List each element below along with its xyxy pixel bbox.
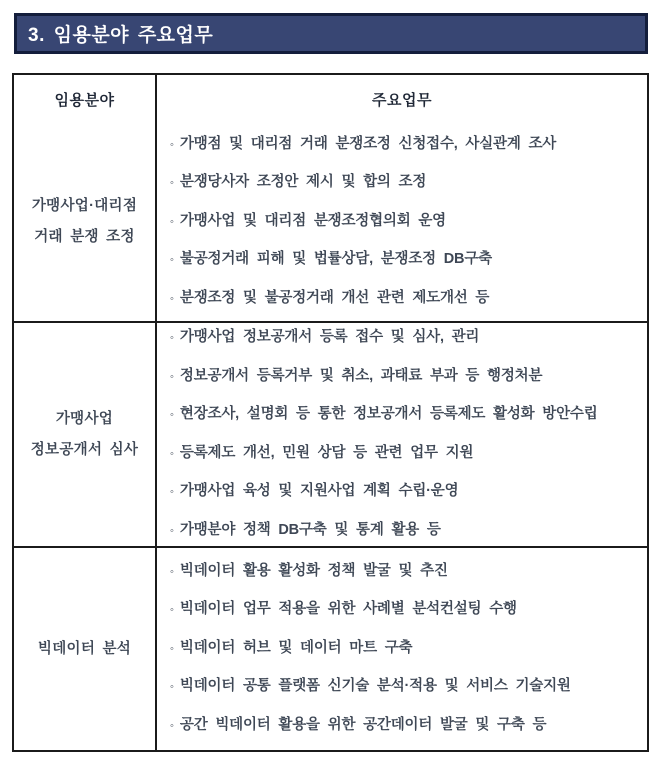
bullet-icon: ◦ xyxy=(170,565,174,578)
table-row xyxy=(14,321,647,546)
duty-item xyxy=(170,396,641,435)
duty-text: 빅데이터 공통 플랫폼 신기술 분석·적용 및 서비스 기술지원 xyxy=(179,678,571,695)
duty-item xyxy=(170,435,641,474)
column-header-field: 임용분야 xyxy=(54,91,115,109)
duty-text: 가맹사업 및 대리점 분쟁조정협의회 운영 xyxy=(179,212,446,229)
duty-text: 빅데이터 업무 적용을 위한 사례별 분석컨설팅 수행 xyxy=(179,601,517,618)
duty-item xyxy=(170,591,641,630)
duty-item xyxy=(170,630,641,669)
field-label-line: 가맹사업·대리점 xyxy=(31,198,138,214)
duty-item xyxy=(170,126,641,165)
duties-cell xyxy=(157,548,647,750)
bullet-icon: ◦ xyxy=(170,486,174,498)
duties-cell xyxy=(157,123,647,321)
duty-item xyxy=(170,280,641,319)
bullet-icon: ◦ xyxy=(170,642,174,655)
column-header-duties: 주요업무 xyxy=(372,91,432,109)
section-title-bar xyxy=(14,13,648,54)
field-cell xyxy=(14,123,157,321)
bullet-icon: ◦ xyxy=(170,681,174,694)
field-label-line: 빅데이터 분석 xyxy=(37,640,132,657)
duty-item xyxy=(170,164,641,203)
duty-text: 가맹사업 육성 및 지원사업 계획 수립·운영 xyxy=(179,483,459,499)
duty-item xyxy=(170,203,641,242)
duty-text: 공간 빅데이터 활용을 위한 공간데이터 발굴 및 구축 등 xyxy=(179,716,547,733)
duty-item xyxy=(170,707,641,746)
duty-text: 가맹점 및 대리점 거래 분쟁조정 신청접수, 사실관계 조사 xyxy=(179,135,557,152)
duty-item xyxy=(170,319,641,358)
duty-text: 빅데이터 활용 활성화 정책 발굴 및 추진 xyxy=(179,562,448,579)
duty-item xyxy=(170,473,641,512)
table-header-row xyxy=(14,75,647,123)
duty-text: 분쟁조정 및 불공정거래 개선 관련 제도개선 등 xyxy=(179,289,490,306)
duty-item xyxy=(170,358,641,397)
bullet-icon: ◦ xyxy=(170,138,174,151)
duty-text: 정보공개서 등록거부 및 취소, 과태료 부과 등 행정처분 xyxy=(179,367,543,384)
duties-cell xyxy=(157,323,647,546)
bullet-icon: ◦ xyxy=(170,292,174,305)
field-cell xyxy=(14,548,157,750)
duties-table xyxy=(12,73,649,752)
duty-item xyxy=(170,668,641,707)
bullet-icon: ◦ xyxy=(170,409,174,421)
section-title: 3. 임용분야 주요업무 xyxy=(28,25,214,46)
bullet-icon: ◦ xyxy=(170,215,174,228)
table-row xyxy=(14,123,647,321)
field-label-line: 가맹사업 xyxy=(55,410,114,427)
duty-text: 등록제도 개선, 민원 상담 등 관련 업무 지원 xyxy=(179,444,474,461)
field-cell xyxy=(14,323,157,546)
duty-text: 불공정거래 피해 및 법률상담, 분쟁조정 DB구축 xyxy=(179,251,492,268)
header-cell-duties xyxy=(157,75,647,123)
bullet-icon: ◦ xyxy=(170,719,174,732)
bullet-icon: ◦ xyxy=(170,254,174,267)
bullet-icon: ◦ xyxy=(170,604,174,617)
duty-item xyxy=(170,553,641,592)
bullet-icon: ◦ xyxy=(170,332,174,344)
bullet-icon: ◦ xyxy=(170,177,174,190)
duty-text: 분쟁당사자 조정안 제시 및 합의 조정 xyxy=(179,174,427,191)
duty-text: 가맹분야 정책 DB구축 및 통계 활용 등 xyxy=(179,521,441,538)
header-cell-field xyxy=(14,75,157,123)
field-label-line: 정보공개서 심사 xyxy=(30,441,139,458)
duty-text: 현장조사, 설명회 등 통한 정보공개서 등록제도 활성화 방안수립 xyxy=(179,406,598,422)
duty-text: 가맹사업 정보공개서 등록 접수 및 심사, 관리 xyxy=(179,329,480,345)
duty-item xyxy=(170,241,641,280)
bullet-icon: ◦ xyxy=(170,447,174,460)
duty-item xyxy=(170,512,641,551)
bullet-icon: ◦ xyxy=(170,370,174,383)
table-row xyxy=(14,546,647,750)
bullet-icon: ◦ xyxy=(170,524,174,537)
field-label-line: 거래 분쟁 조정 xyxy=(34,229,135,245)
duty-text: 빅데이터 허브 및 데이터 마트 구축 xyxy=(179,639,413,656)
